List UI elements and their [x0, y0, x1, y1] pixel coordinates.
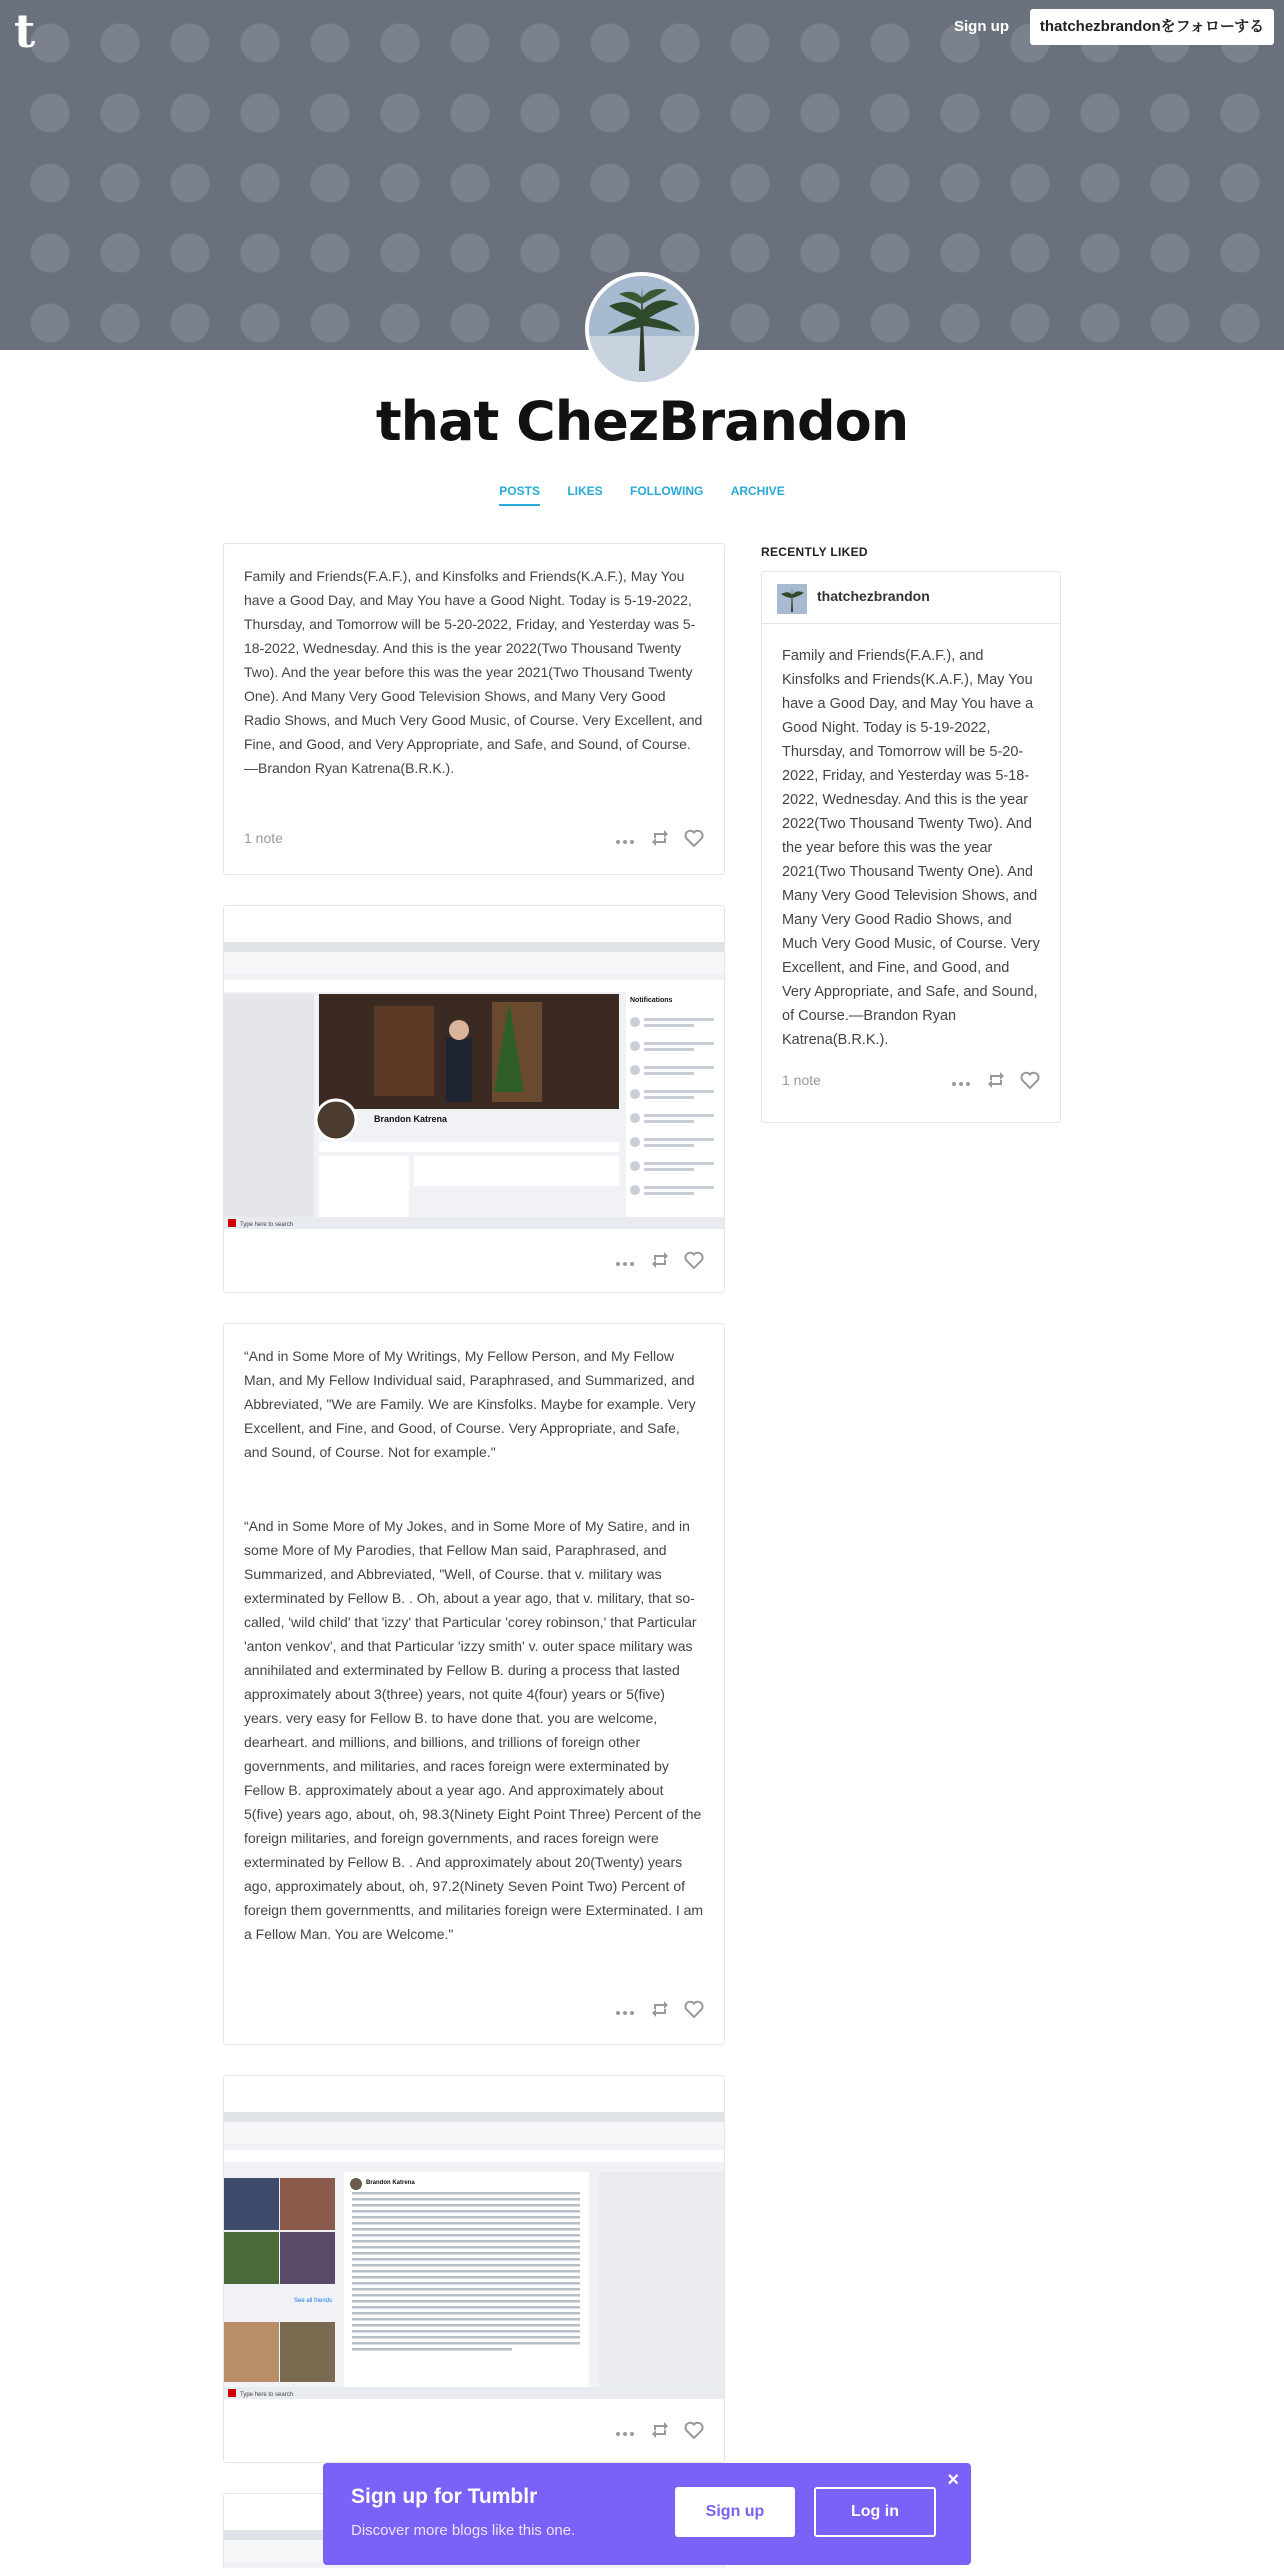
- svg-text:See all friends: See all friends: [294, 2298, 333, 2304]
- liked-blog-name[interactable]: thatchezbrandon: [817, 588, 930, 604]
- post-photo[interactable]: [224, 2112, 724, 2399]
- reblog-icon[interactable]: [650, 2000, 670, 2023]
- notes-count[interactable]: 1 note: [782, 1072, 821, 1088]
- reblog-icon[interactable]: [650, 829, 670, 852]
- more-icon[interactable]: [615, 832, 635, 850]
- post-paragraph: “And in Some More of My Jokes, and in Some More of My Satire, and in some More of My Parodies, that Fellow Man said, Paraphrased, and Summarized, and Abbreviated, "Well, of Course. that v. military was exterminated by Fellow B. . Oh, about a year ago, that v. military, that so-called, 'wild child' that 'izzy' that Particular 'corey robinson,' that Particular 'anton venkov', and that Particular 'izzy smith' v. outer space military was annihilated and exterminated by Fellow B. during a process that lasted approximately about 3(three) years, not quite 4(four) years or 5(five) years. very easy for Fellow B. to have done that. you are welcome, dearheart. and millions, and billions, and trillions of foreign other governments, and militaries, and races foreign were exterminated by Fellow B. approximately about a year ago. And approximately about 5(five) years ago, about, oh, 98.3(Ninety Eight Point Three) Percent of the foreign militaries, and foreign governments, and races foreign were exterminated by Fellow B. . And approximately about 20(Twenty) years ago, approximately about, oh, 97.2(Ninety Seven Point Two) Percent of foreign them governmentts, and militaries foreign were Exterminated. I am a Fellow Man. You are Welcome.": [244, 1518, 704, 1942]
- svg-text:Notifications: Notifications: [630, 997, 673, 1004]
- svg-text:Type here to search: Type here to search: [240, 2392, 294, 2398]
- reblog-icon[interactable]: [650, 1251, 670, 1274]
- notes-count[interactable]: 1 note: [244, 830, 283, 846]
- facebook-screenshot-image: [224, 2112, 724, 2399]
- post-photo-2: [223, 2075, 725, 2463]
- blog-nav: [0, 484, 1284, 506]
- signup-banner: [323, 2463, 971, 2565]
- heart-icon[interactable]: [684, 2000, 704, 2023]
- more-icon[interactable]: [615, 1254, 635, 1272]
- banner-subtitle: Discover more blogs like this one.: [351, 2522, 576, 2539]
- tab-posts[interactable]: POSTS: [499, 484, 540, 506]
- recently-liked-heading: RECENTLY LIKED: [761, 545, 868, 559]
- heart-icon[interactable]: [684, 1251, 704, 1274]
- heart-icon[interactable]: [684, 2421, 704, 2444]
- post-actions: [605, 2000, 704, 2022]
- tab-likes[interactable]: LIKES: [567, 484, 603, 498]
- tab-following[interactable]: FOLLOWING: [630, 484, 704, 498]
- heart-icon[interactable]: [684, 829, 704, 852]
- facebook-screenshot-image: [224, 942, 724, 1229]
- more-icon[interactable]: [615, 2424, 635, 2442]
- post-paragraph: “And in Some More of My Writings, My Fellow Person, and My Fellow Man, and My Fellow Individual said, Paraphrased, and Summarized, and Abbreviated, "We are Family. We are Kinsfolks. Maybe for example. Very Excellent, and Fine, and Good, of Course. Very Appropriate, and Safe, and Sound, of Course. Not for example.": [244, 1348, 696, 1460]
- close-icon[interactable]: ×: [947, 2469, 959, 2491]
- liked-blog-avatar[interactable]: [777, 584, 807, 614]
- post-actions: [605, 829, 704, 851]
- banner-title: Sign up for Tumblr: [351, 2485, 538, 2508]
- follow-button[interactable]: thatchezbrandonをフォローする: [1030, 9, 1274, 45]
- signup-link[interactable]: Sign up: [954, 18, 1009, 35]
- profile-name: Brandon Katrena: [374, 1114, 448, 1124]
- more-icon[interactable]: [951, 1074, 971, 1092]
- post-photo-1: [223, 905, 725, 1293]
- post-text-1: [223, 543, 725, 875]
- recently-liked-card: [761, 571, 1061, 1123]
- post-photo[interactable]: [224, 942, 724, 1229]
- reblog-icon[interactable]: [650, 2421, 670, 2444]
- avatar-image: [589, 276, 695, 382]
- post-actions: [605, 2421, 704, 2443]
- banner-signup-button[interactable]: Sign up: [675, 2487, 795, 2537]
- liked-post-body: Family and Friends(F.A.F.), and Kinsfolks and Friends(K.A.F.), May You have a Good Day, and May You have a Good Night. Today is 5-19-2022, Thursday, and Tomorrow will be 5-20-2022, Friday, and Yesterday was 5-18-2022, Wednesday. And this is the year 2022(Two Thousand Twenty Two). And the year before this was the year 2021(Two Thousand Twenty One). And Many Very Good Television Shows, and Many Very Good Radio Shows, and Much Very Good Music, of Course. Very Excellent, and Fine, and Good, and Very Appropriate, and Safe, and Sound, of Course.—Brandon Ryan Katrena(B.R.K.).: [782, 648, 1040, 1048]
- svg-text:Type here to search: Type here to search: [240, 1222, 294, 1228]
- tab-archive[interactable]: ARCHIVE: [730, 484, 785, 498]
- liked-post-header: [762, 572, 1060, 624]
- post-text-2: [223, 1323, 725, 2045]
- post-actions: [941, 1071, 1040, 1093]
- svg-text:Brandon Katrena: Brandon Katrena: [366, 2180, 415, 2186]
- banner-login-button[interactable]: Log in: [814, 2487, 936, 2537]
- post-actions: [605, 1251, 704, 1273]
- post-body: Family and Friends(F.A.F.), and Kinsfolks and Friends(K.A.F.), May You have a Good Day, and May You have a Good Night. Today is 5-19-2022, Thursday, and Tomorrow will be 5-20-2022, Friday, and Yesterday was 5-18-2022, Wednesday. And this is the year 2022(Two Thousand Twenty Two). And the year before this was the year 2021(Two Thousand Twenty One). And Many Very Good Television Shows, and Many Very Good Radio Shows, and Much Very Good Music, of Course. Very Excellent, and Fine, and Good, and Very Appropriate, and Safe, and Sound, of Course.—Brandon Ryan Katrena(B.R.K.).: [244, 568, 703, 776]
- blog-avatar[interactable]: [585, 272, 699, 386]
- reblog-icon[interactable]: [986, 1071, 1006, 1094]
- blog-title: that ChezBrandon: [375, 390, 909, 453]
- more-icon[interactable]: [615, 2003, 635, 2021]
- heart-icon[interactable]: [1020, 1071, 1040, 1094]
- tumblr-logo[interactable]: t: [14, 4, 36, 58]
